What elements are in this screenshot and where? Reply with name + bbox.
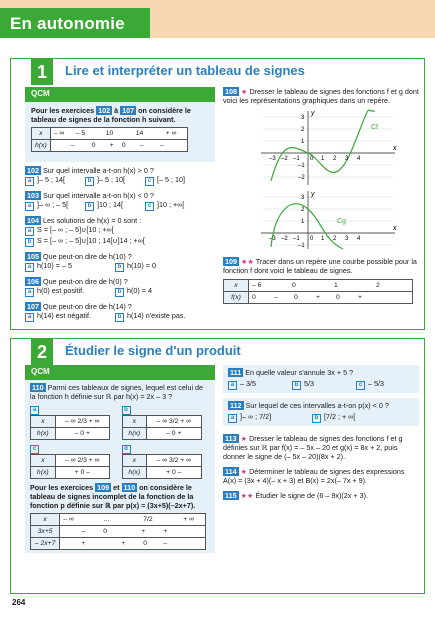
svg-text:0: 0 (310, 236, 314, 242)
svg-text:1: 1 (301, 139, 305, 145)
svg-text:–2: –2 (298, 175, 305, 181)
question-114: 114 ★ Déterminer le tableau de signes des expressions A(x) = (3x + 4)(– x + 3) et B(x) = 2x(– 7x + 9). (223, 467, 405, 485)
page-number: 264 (12, 598, 26, 607)
section-2-left-column (25, 365, 215, 553)
graph-g-ticks (269, 195, 361, 249)
svg-text:0: 0 (310, 156, 314, 162)
section-1-title: Lire et interpréter un tableau de signes (65, 63, 305, 78)
graph-g-curve-label: Cg (337, 218, 346, 225)
qcm-label-2: QCM (25, 365, 215, 380)
section-1-right-column (223, 87, 419, 304)
graph-f-ticks (269, 115, 361, 181)
sign-table-p: x – ∞ … 7/2 + ∞ 3x+5 – 0 + + – 2x+7 + + 0 – (30, 513, 206, 550)
question-111: 111 En quelle valeur s'annule 3x + 5 ? a – 3/5 b 5/3 c – 5/3 (223, 365, 419, 393)
svg-text:–3: –3 (269, 156, 276, 162)
qcm-intro-box (25, 102, 215, 162)
section-2-number: 2 (31, 339, 53, 365)
section-1 (10, 58, 425, 330)
svg-text:2: 2 (333, 236, 337, 242)
graph-f (253, 107, 403, 187)
q110-option-c[interactable]: c x – ∞ 2/3 + ∞ h(x) + 0 – (30, 443, 119, 479)
svg-text:3: 3 (301, 115, 305, 121)
section-1-number: 1 (31, 59, 53, 85)
question-108: 108 ★ Dresser le tableau de signes des fonctions f et g dont voici les représentations graphiques dans un repère. (223, 87, 419, 105)
svg-text:3: 3 (301, 195, 305, 201)
graph-f-curve-label: Cf (371, 124, 378, 131)
svg-text:2: 2 (301, 207, 305, 213)
svg-text:–1: –1 (298, 243, 305, 249)
qcm2-intro: Pour les exercices 109 et 110 on considère le tableau de signes incomplet de la fonction de la fonction p définie sur ℝ par p(x) = (3x+5)(–2x+7). (30, 483, 196, 510)
sign-table-h: x – ∞ – 5 10 14 + ∞ h(x) – 0 + 0 – – (31, 127, 188, 152)
q110-option-b[interactable]: b x – ∞ 3/2 + ∞ h(x) – 0 + (122, 404, 211, 440)
question-103: 103 Sur quel intervalle a-t-on h(x) < 0 ? a ]– ∞ ; – 5[ b ]10 ; 14[ c ]10 ; +∞[ (27, 191, 185, 209)
question-115: 115 ★★ Étudier le signe de (6 – 9x)(2x + 3). (225, 491, 368, 500)
svg-text:1: 1 (321, 156, 325, 162)
svg-text:1: 1 (301, 219, 305, 225)
section-2-title: Étudier le signe d'un produit (65, 343, 241, 358)
svg-text:–1: –1 (298, 163, 305, 169)
svg-text:–1: –1 (293, 156, 300, 162)
svg-text:1: 1 (321, 236, 325, 242)
svg-text:4: 4 (357, 156, 361, 162)
graph-g-curve (271, 204, 343, 249)
svg-text:–2: –2 (281, 156, 288, 162)
svg-text:2: 2 (301, 127, 305, 133)
svg-text:3: 3 (345, 156, 349, 162)
svg-text:4: 4 (357, 236, 361, 242)
graph-g (253, 189, 403, 251)
question-102: 102 Sur quel intervalle a-t-on h(x) > 0 ? a ]– 5 ; 14[ b ]– 5 ; 10[ c [– 5 ; 10] (27, 166, 185, 184)
question-110: 110 Parmi ces tableaux de signes, lequel est celui de la fonction h définie sur ℝ par h(x) = 2x – 3 ? a x – ∞ 2/3 + ∞ h(x) – 0 + b x – ∞ 3/2 + ∞ h(x) – 0 + c x – ∞ 2/3 + ∞ h(x) + 0 – d x – ∞ 3/2 + ∞ h(x) + 0 – Pour les exercices 109 et 110 on considère le tableau de signes incomplet de la fonction de la fonction p définie sur ℝ par p(x) = (3x+5)(–2x+7). x – ∞ … 7/2 + ∞ 3x+5 – 0 + + – 2x+7 + + 0 – (25, 380, 215, 553)
question-106: 106 Que peut-on dire de h(0) ? a h(0) est positif. b h(0) = 4 (27, 277, 152, 295)
section-2 (10, 338, 425, 594)
svg-text:3: 3 (345, 236, 349, 242)
question-104: 104 Les solutions de h(x) = 0 sont : a S = [– ∞ ; – 5]∪[10 ; +∞[ b S = [– ∞ ; – 5]∪[10 ; 14[∪]14 ; +∞[ (27, 216, 145, 245)
sign-table-f: x – 6 0 1 2 f(x) 0 – 0 + 0 + (223, 279, 413, 304)
svg-text:–2: –2 (281, 236, 288, 242)
svg-text:2: 2 (333, 156, 337, 162)
svg-text:–3: –3 (269, 236, 276, 242)
question-113: 113 ★ Dresser le tableau de signes des fonctions f et g définies sur ℝ par f(x) = – 5x – 20 et g(x) = 8x + 2, puis donner le signe de (– 5x – 20)(8x + 2). (223, 434, 403, 461)
section-2-right-column (223, 365, 419, 500)
graph-g-y-label: y (311, 191, 315, 198)
svg-text:–1: –1 (293, 236, 300, 242)
graph-f-x-label: x (393, 145, 397, 152)
qcm-label: QCM (25, 87, 215, 102)
graph-g-x-label: x (393, 225, 397, 232)
section-1-left-column (25, 87, 215, 322)
page-header-band (0, 0, 435, 38)
q110-option-a[interactable]: a x – ∞ 2/3 + ∞ h(x) – 0 + (30, 404, 119, 440)
q110-option-d[interactable]: d x – ∞ 3/2 + ∞ h(x) + 0 – (122, 443, 211, 479)
question-112: 112 Sur lequel de ces intervalles a-t-on p(x) < 0 ? a ]– ∞ ; 7/2] b [7/2 ; + ∞[ (223, 398, 419, 426)
q110-options (30, 404, 210, 479)
question-109: 109 ★★ Tracer dans un repère une courbe possible pour la fonction f dont voici le tableau de signes. (223, 257, 417, 275)
question-105: 105 Que peut-on dire de h(10) ? a h(10) = – 5 b h(10) = 0 (27, 252, 156, 270)
graph-f-curve (271, 110, 375, 181)
page-title: En autonomie (10, 14, 125, 33)
question-107: 107 Que peut-on dire de h(14) ? a h(14) est négatif. b h(14) n'existe pas. (27, 302, 186, 320)
qcm-intro-text: Pour les exercices 102 à 107 on considère le tableau de signes de la fonction h suivant. (31, 106, 191, 124)
graph-f-y-label: y (311, 110, 315, 117)
